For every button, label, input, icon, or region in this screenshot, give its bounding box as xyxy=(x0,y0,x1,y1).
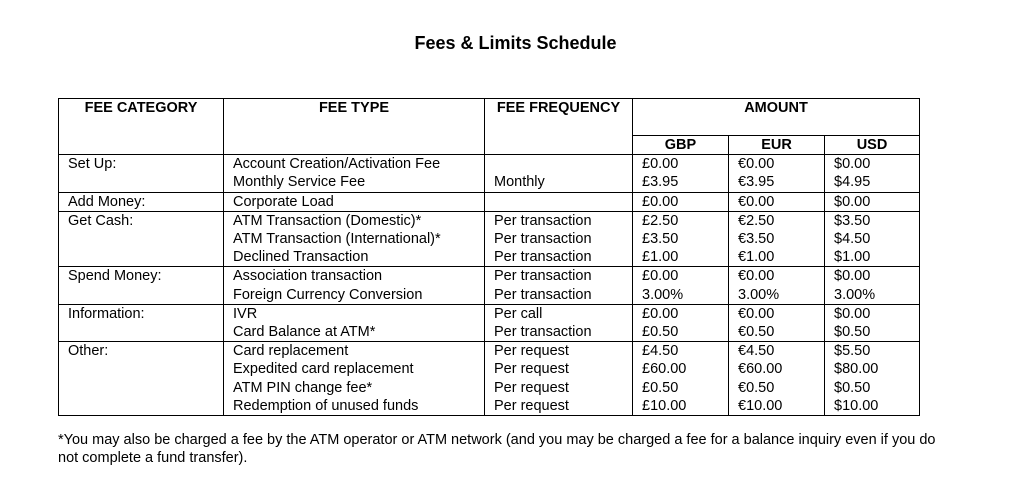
cell-eur: €4.50 xyxy=(729,342,825,361)
cell-usd: $4.95 xyxy=(825,173,920,192)
cell-category: Other: xyxy=(59,342,224,361)
header-fee-type: FEE TYPE xyxy=(224,99,485,155)
cell-frequency: Per call xyxy=(485,304,633,323)
cell-category: Add Money: xyxy=(59,192,224,211)
cell-category xyxy=(59,323,224,342)
fees-table-body xyxy=(59,155,920,416)
cell-usd: $0.00 xyxy=(825,155,920,174)
cell-eur: €3.50 xyxy=(729,230,825,248)
cell-frequency: Per request xyxy=(485,397,633,416)
cell-usd: 3.00% xyxy=(825,286,920,305)
cell-frequency xyxy=(485,192,633,211)
cell-frequency: Per request xyxy=(485,360,633,378)
cell-category xyxy=(59,248,224,267)
cell-usd: $5.50 xyxy=(825,342,920,361)
cell-category xyxy=(59,397,224,416)
cell-usd: $0.00 xyxy=(825,304,920,323)
table-row xyxy=(59,192,920,211)
cell-gbp: £0.00 xyxy=(633,267,729,286)
cell-frequency: Per request xyxy=(485,379,633,397)
cell-eur: €0.50 xyxy=(729,323,825,342)
page-title: Fees & Limits Schedule xyxy=(414,33,617,53)
cell-gbp: £0.00 xyxy=(633,192,729,211)
cell-category: Set Up: xyxy=(59,155,224,174)
cell-type: ATM PIN change fee* xyxy=(224,379,485,397)
cell-type: ATM Transaction (International)* xyxy=(224,230,485,248)
cell-gbp: £2.50 xyxy=(633,211,729,230)
cell-usd: $10.00 xyxy=(825,397,920,416)
table-row xyxy=(59,155,920,174)
cell-type: Foreign Currency Conversion xyxy=(224,286,485,305)
cell-category: Information: xyxy=(59,304,224,323)
cell-gbp: 3.00% xyxy=(633,286,729,305)
cell-frequency xyxy=(485,155,633,174)
cell-eur: €60.00 xyxy=(729,360,825,378)
cell-gbp: £0.00 xyxy=(633,304,729,323)
cell-eur: €10.00 xyxy=(729,397,825,416)
cell-category xyxy=(59,230,224,248)
cell-frequency: Per transaction xyxy=(485,286,633,305)
table-row xyxy=(59,379,920,397)
cell-usd: $1.00 xyxy=(825,248,920,267)
cell-eur: €0.00 xyxy=(729,192,825,211)
table-row xyxy=(59,230,920,248)
cell-frequency: Per transaction xyxy=(485,211,633,230)
cell-type: Monthly Service Fee xyxy=(224,173,485,192)
cell-category: Get Cash: xyxy=(59,211,224,230)
cell-category xyxy=(59,360,224,378)
cell-usd: $0.50 xyxy=(825,323,920,342)
cell-gbp: £0.50 xyxy=(633,323,729,342)
fees-table xyxy=(58,98,920,416)
table-row xyxy=(59,323,920,342)
table-row xyxy=(59,211,920,230)
cell-eur: €3.95 xyxy=(729,173,825,192)
cell-gbp: £4.50 xyxy=(633,342,729,361)
cell-eur: €0.00 xyxy=(729,267,825,286)
cell-eur: €0.00 xyxy=(729,155,825,174)
table-row xyxy=(59,342,920,361)
cell-usd: $0.50 xyxy=(825,379,920,397)
cell-type: Corporate Load xyxy=(224,192,485,211)
cell-type: IVR xyxy=(224,304,485,323)
cell-eur: €0.50 xyxy=(729,379,825,397)
cell-gbp: £60.00 xyxy=(633,360,729,378)
table-row xyxy=(59,304,920,323)
header-fee-frequency: FEE FREQUENCY xyxy=(485,99,633,155)
cell-gbp: £0.00 xyxy=(633,155,729,174)
cell-type: Card replacement xyxy=(224,342,485,361)
cell-type: Declined Transaction xyxy=(224,248,485,267)
cell-eur: €2.50 xyxy=(729,211,825,230)
cell-frequency: Per transaction xyxy=(485,230,633,248)
cell-category xyxy=(59,286,224,305)
footnote: *You may also be charged a fee by the ATM operator or ATM network (and you may be charged a fee for a balance inquiry even if you do not complete a fund transfer). xyxy=(58,432,936,466)
cell-usd: $80.00 xyxy=(825,360,920,378)
table-row xyxy=(59,360,920,378)
cell-gbp: £0.50 xyxy=(633,379,729,397)
cell-eur: €1.00 xyxy=(729,248,825,267)
cell-category: Spend Money: xyxy=(59,267,224,286)
cell-gbp: £10.00 xyxy=(633,397,729,416)
cell-gbp: £3.50 xyxy=(633,230,729,248)
header-gbp: GBP xyxy=(633,136,729,155)
cell-gbp: £1.00 xyxy=(633,248,729,267)
header-fee-category: FEE CATEGORY xyxy=(59,99,224,155)
cell-category xyxy=(59,379,224,397)
cell-type: Card Balance at ATM* xyxy=(224,323,485,342)
cell-gbp: £3.95 xyxy=(633,173,729,192)
table-row xyxy=(59,248,920,267)
cell-eur: 3.00% xyxy=(729,286,825,305)
cell-frequency: Per transaction xyxy=(485,248,633,267)
cell-category xyxy=(59,173,224,192)
cell-usd: $0.00 xyxy=(825,192,920,211)
header-usd: USD xyxy=(825,136,920,155)
header-amount: AMOUNT xyxy=(633,99,920,136)
cell-usd: $0.00 xyxy=(825,267,920,286)
cell-type: Expedited card replacement xyxy=(224,360,485,378)
cell-type: ATM Transaction (Domestic)* xyxy=(224,211,485,230)
table-row xyxy=(59,267,920,286)
cell-frequency: Per request xyxy=(485,342,633,361)
cell-frequency: Monthly xyxy=(485,173,633,192)
header-eur: EUR xyxy=(729,136,825,155)
cell-type: Association transaction xyxy=(224,267,485,286)
cell-frequency: Per transaction xyxy=(485,267,633,286)
table-row xyxy=(59,397,920,416)
cell-type: Redemption of unused funds xyxy=(224,397,485,416)
cell-usd: $3.50 xyxy=(825,211,920,230)
cell-eur: €0.00 xyxy=(729,304,825,323)
cell-type: Account Creation/Activation Fee xyxy=(224,155,485,174)
cell-usd: $4.50 xyxy=(825,230,920,248)
table-row xyxy=(59,286,920,305)
cell-frequency: Per transaction xyxy=(485,323,633,342)
table-row xyxy=(59,173,920,192)
